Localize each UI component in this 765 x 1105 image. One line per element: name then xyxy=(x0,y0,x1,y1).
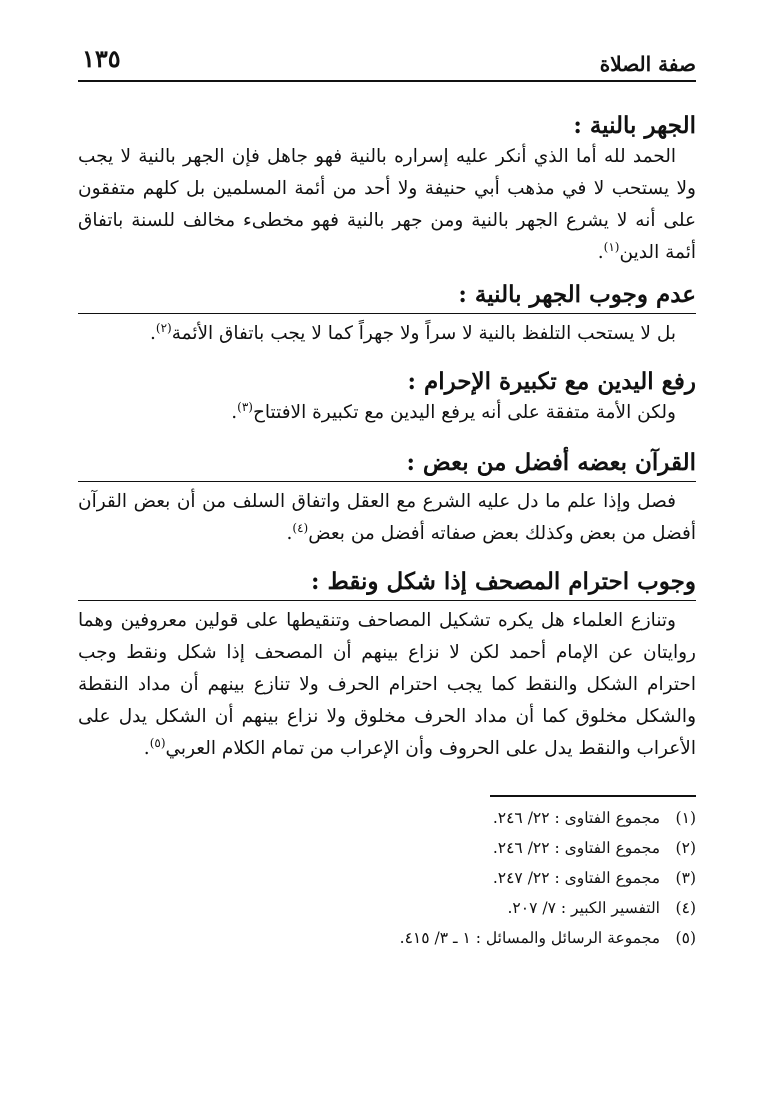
footnote-item xyxy=(78,923,696,953)
section-adam-wujub xyxy=(78,281,696,350)
paragraph-text: وتنازع العلماء هل يكره تشكيل المصاحف وتنقيطها على قولين معروفين وهما روايتان عن الإمام أحمد لكن لا نزاع بينهم أن المصحف إذا شكل ونقط وجب احترام الشكل والنقط كما يجب احترام الحرف ولا تنازع بينهم أن مداد النقطة والشكل مخلوق كما أن مداد الحرف مخلوق ولا نزاع بينهم أن الشكل يدل على الأعراب والنقط يدل على الحروف وأن الإعراب من تمام الكلام العربي xyxy=(78,610,696,759)
section-paragraph xyxy=(78,397,696,429)
footnote-number: (٥) xyxy=(675,929,696,947)
paragraph-end: . xyxy=(231,402,238,423)
section-paragraph xyxy=(78,486,696,550)
footnote-text: التفسير الكبير : ٧/ ٢٠٧. xyxy=(507,899,660,917)
paragraph-text: فصل وإذا علم ما دل عليه الشرع مع العقل واتفاق السلف من أن بعض القرآن أفضل من بعض وكذلك بعض صفاته أفضل من بعض xyxy=(78,491,696,544)
heading-divider xyxy=(78,481,696,482)
paragraph-text: بل لا يستحب التلفظ بالنية لا سراً ولا جهراً كما لا يجب باتفاق الأئمة xyxy=(171,323,676,344)
footnote-item xyxy=(78,833,696,863)
heading-divider xyxy=(78,600,696,601)
section-paragraph xyxy=(78,605,696,765)
footnotes xyxy=(78,787,696,953)
footnote-ref: (٣) xyxy=(237,399,253,414)
footnote-number: (١) xyxy=(675,809,696,827)
footnote-ref: (٥) xyxy=(149,735,166,750)
section-heading: عدم وجوب الجهر بالنية : xyxy=(458,281,696,308)
heading-divider xyxy=(78,313,696,314)
footnote-ref: (٤) xyxy=(292,520,309,535)
section-heading: وجوب احترام المصحف إذا شكل ونقط : xyxy=(311,568,696,595)
section-ihtiram-al-mushaf xyxy=(78,568,696,765)
paragraph-text: ولكن الأمة متفقة على أنه يرفع اليدين مع تكبيرة الافتتاح xyxy=(252,402,676,423)
footnote-text: مجموعة الرسائل والمسائل : ١ ـ ٣/ ٤١٥. xyxy=(399,929,660,947)
running-title: صفة الصلاة xyxy=(599,52,696,76)
section-quran-afdal xyxy=(78,449,696,550)
paragraph-text: الحمد لله أما الذي أنكر عليه إسراره بالنية فهو جاهل فإن الجهر بالنية لا يجب ولا يستحب لا في مذهب أبي حنيفة ولا أحد من أئمة المسلمين بل كلهم متفقون على أنه لا يشرع الجهر بالنية ومن جهر بالنية فهو مخطىء مخالف للسنة باتفاق أئمة الدين xyxy=(78,146,696,263)
footnote-ref: (١) xyxy=(603,239,620,254)
footnote-number: (٢) xyxy=(675,839,696,857)
book-page xyxy=(78,38,696,953)
section-heading: رفع اليدين مع تكبيرة الإحرام : xyxy=(407,368,696,395)
section-raf-al-yadayn xyxy=(78,368,696,429)
section-heading: القرآن بعضه أفضل من بعض : xyxy=(406,449,696,476)
footnote-number: (٤) xyxy=(675,899,696,917)
footnote-number: (٣) xyxy=(675,869,696,887)
paragraph-end: . xyxy=(143,738,150,759)
footnote-text: مجموع الفتاوى : ٢٢/ ٢٤٧. xyxy=(492,869,660,887)
section-jahr-bil-niyya xyxy=(78,112,696,269)
footnote-item xyxy=(78,863,696,893)
section-paragraph xyxy=(78,318,696,350)
footnote-ref: (٢) xyxy=(155,320,172,335)
footnote-text: مجموع الفتاوى : ٢٢/ ٢٤٦. xyxy=(492,839,660,857)
footnote-item xyxy=(78,893,696,923)
footnote-list xyxy=(78,803,696,953)
paragraph-end: . xyxy=(286,523,293,544)
running-header xyxy=(78,38,696,82)
paragraph-end: . xyxy=(149,323,156,344)
footnote-item xyxy=(78,803,696,833)
section-heading: الجهر بالنية : xyxy=(573,112,696,139)
section-paragraph xyxy=(78,141,696,269)
paragraph-end: . xyxy=(597,242,604,263)
footnote-text: مجموع الفتاوى : ٢٢/ ٢٤٦. xyxy=(492,809,660,827)
footnote-divider xyxy=(490,795,696,797)
page-number: ١٣٥ xyxy=(82,44,121,73)
